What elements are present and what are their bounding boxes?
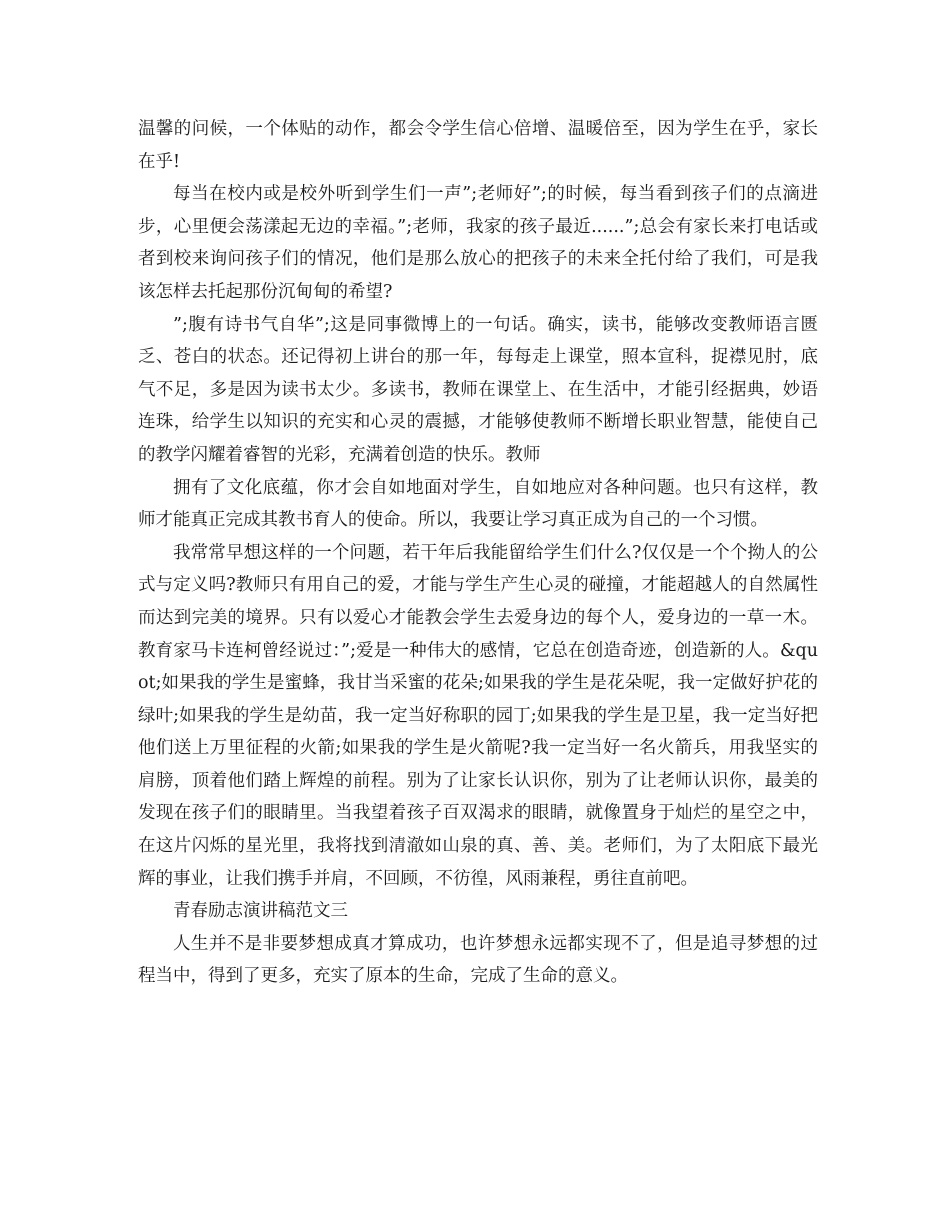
paragraph-love-education: 我常常早想这样的一个问题，若干年后我能留给学生们什么?仅仅是一个个拗人的公式与定义吗?教师只有用自己的爱，才能与学生产生心灵的碰撞，才能超越人的自然属性而达到完美的境界。只有以爱心才能教会学生去爱身边的每个人，爱身边的一草一木。教育家马卡连柯曾经说过：”;爱是一种伟大的感情，它总在创造奇迹，创造新的人。&quot;如果我的学生是蜜蜂，我甘当采蜜的花朵;如果我的学生是花朵呢，我一定做好护花的绿叶;如果我的学生是幼苗，我一定当好称职的园丁;如果我的学生是卫星，我一定当好把他们送上万里征程的火箭;如果我的学生是火箭呢?我一定当好一名火箭兵，用我坚实的肩膀，顶着他们踏上辉煌的前程。别为了让家长认识你，别为了让老师认识你，最美的发现在孩子们的眼睛里。当我望着孩子百双渴求的眼睛，就像置身于灿烂的星空之中，在这片闪烁的星光里，我将找到清澈如山泉的真、善、美。老师们，为了太阳底下最光辉的事业，让我们携手并肩，不回顾，不彷徨，风雨兼程，勇往直前吧。 (138, 542, 818, 889)
paragraph-dream: 人生并不是非要梦想成真才算成功，也许梦想永远都实现不了，但是追寻梦想的过程当中，得到了更多，充实了原本的生命，完成了生命的意义。 (138, 933, 818, 987)
paragraph-teacher-greeting: 每当在校内或是校外听到学生们一声”;老师好”;的时候，每当看到孩子们的点滴进步，心里便会荡漾起无边的幸福。”;老师，我家的孩子最近......”;总会有家长来打电话或者到校来询问孩子们的情况，他们是那么放心的把孩子的未来全托付给了我们，可是我该怎样去托起那份沉甸甸的希望? (138, 184, 818, 302)
paragraph-continuation: 温馨的问候，一个体贴的动作，都会令学生信心倍增、温暖倍至，因为学生在乎，家长在乎! (138, 119, 818, 172)
paragraph-reading: ”;腹有诗书气自华”;这是同事微博上的一句话。确实，读书，能够改变教师语言匮乏、苍白的状态。还记得初上讲台的那一年，每每走上课堂，照本宣科，捉襟见肘，底气不足，多是因为读书太少。多读书，教师在课堂上、在生活中，才能引经据典，妙语连珠，给学生以知识的充实和心灵的震撼，才能够使教师不断增长职业智慧，能使自己的教学闪耀着睿智的光彩，充满着创造的快乐。教师 (138, 314, 818, 465)
paragraph-cultural-foundation: 拥有了文化底蕴，你才会自如地面对学生，自如地应对各种问题。也只有这样，教师才能真正完成其教书育人的使命。所以，我要让学习真正成为自己的一个习惯。 (138, 477, 818, 531)
section-heading: 青春励志演讲稿范文三 (173, 901, 348, 922)
document-body (138, 113, 818, 993)
